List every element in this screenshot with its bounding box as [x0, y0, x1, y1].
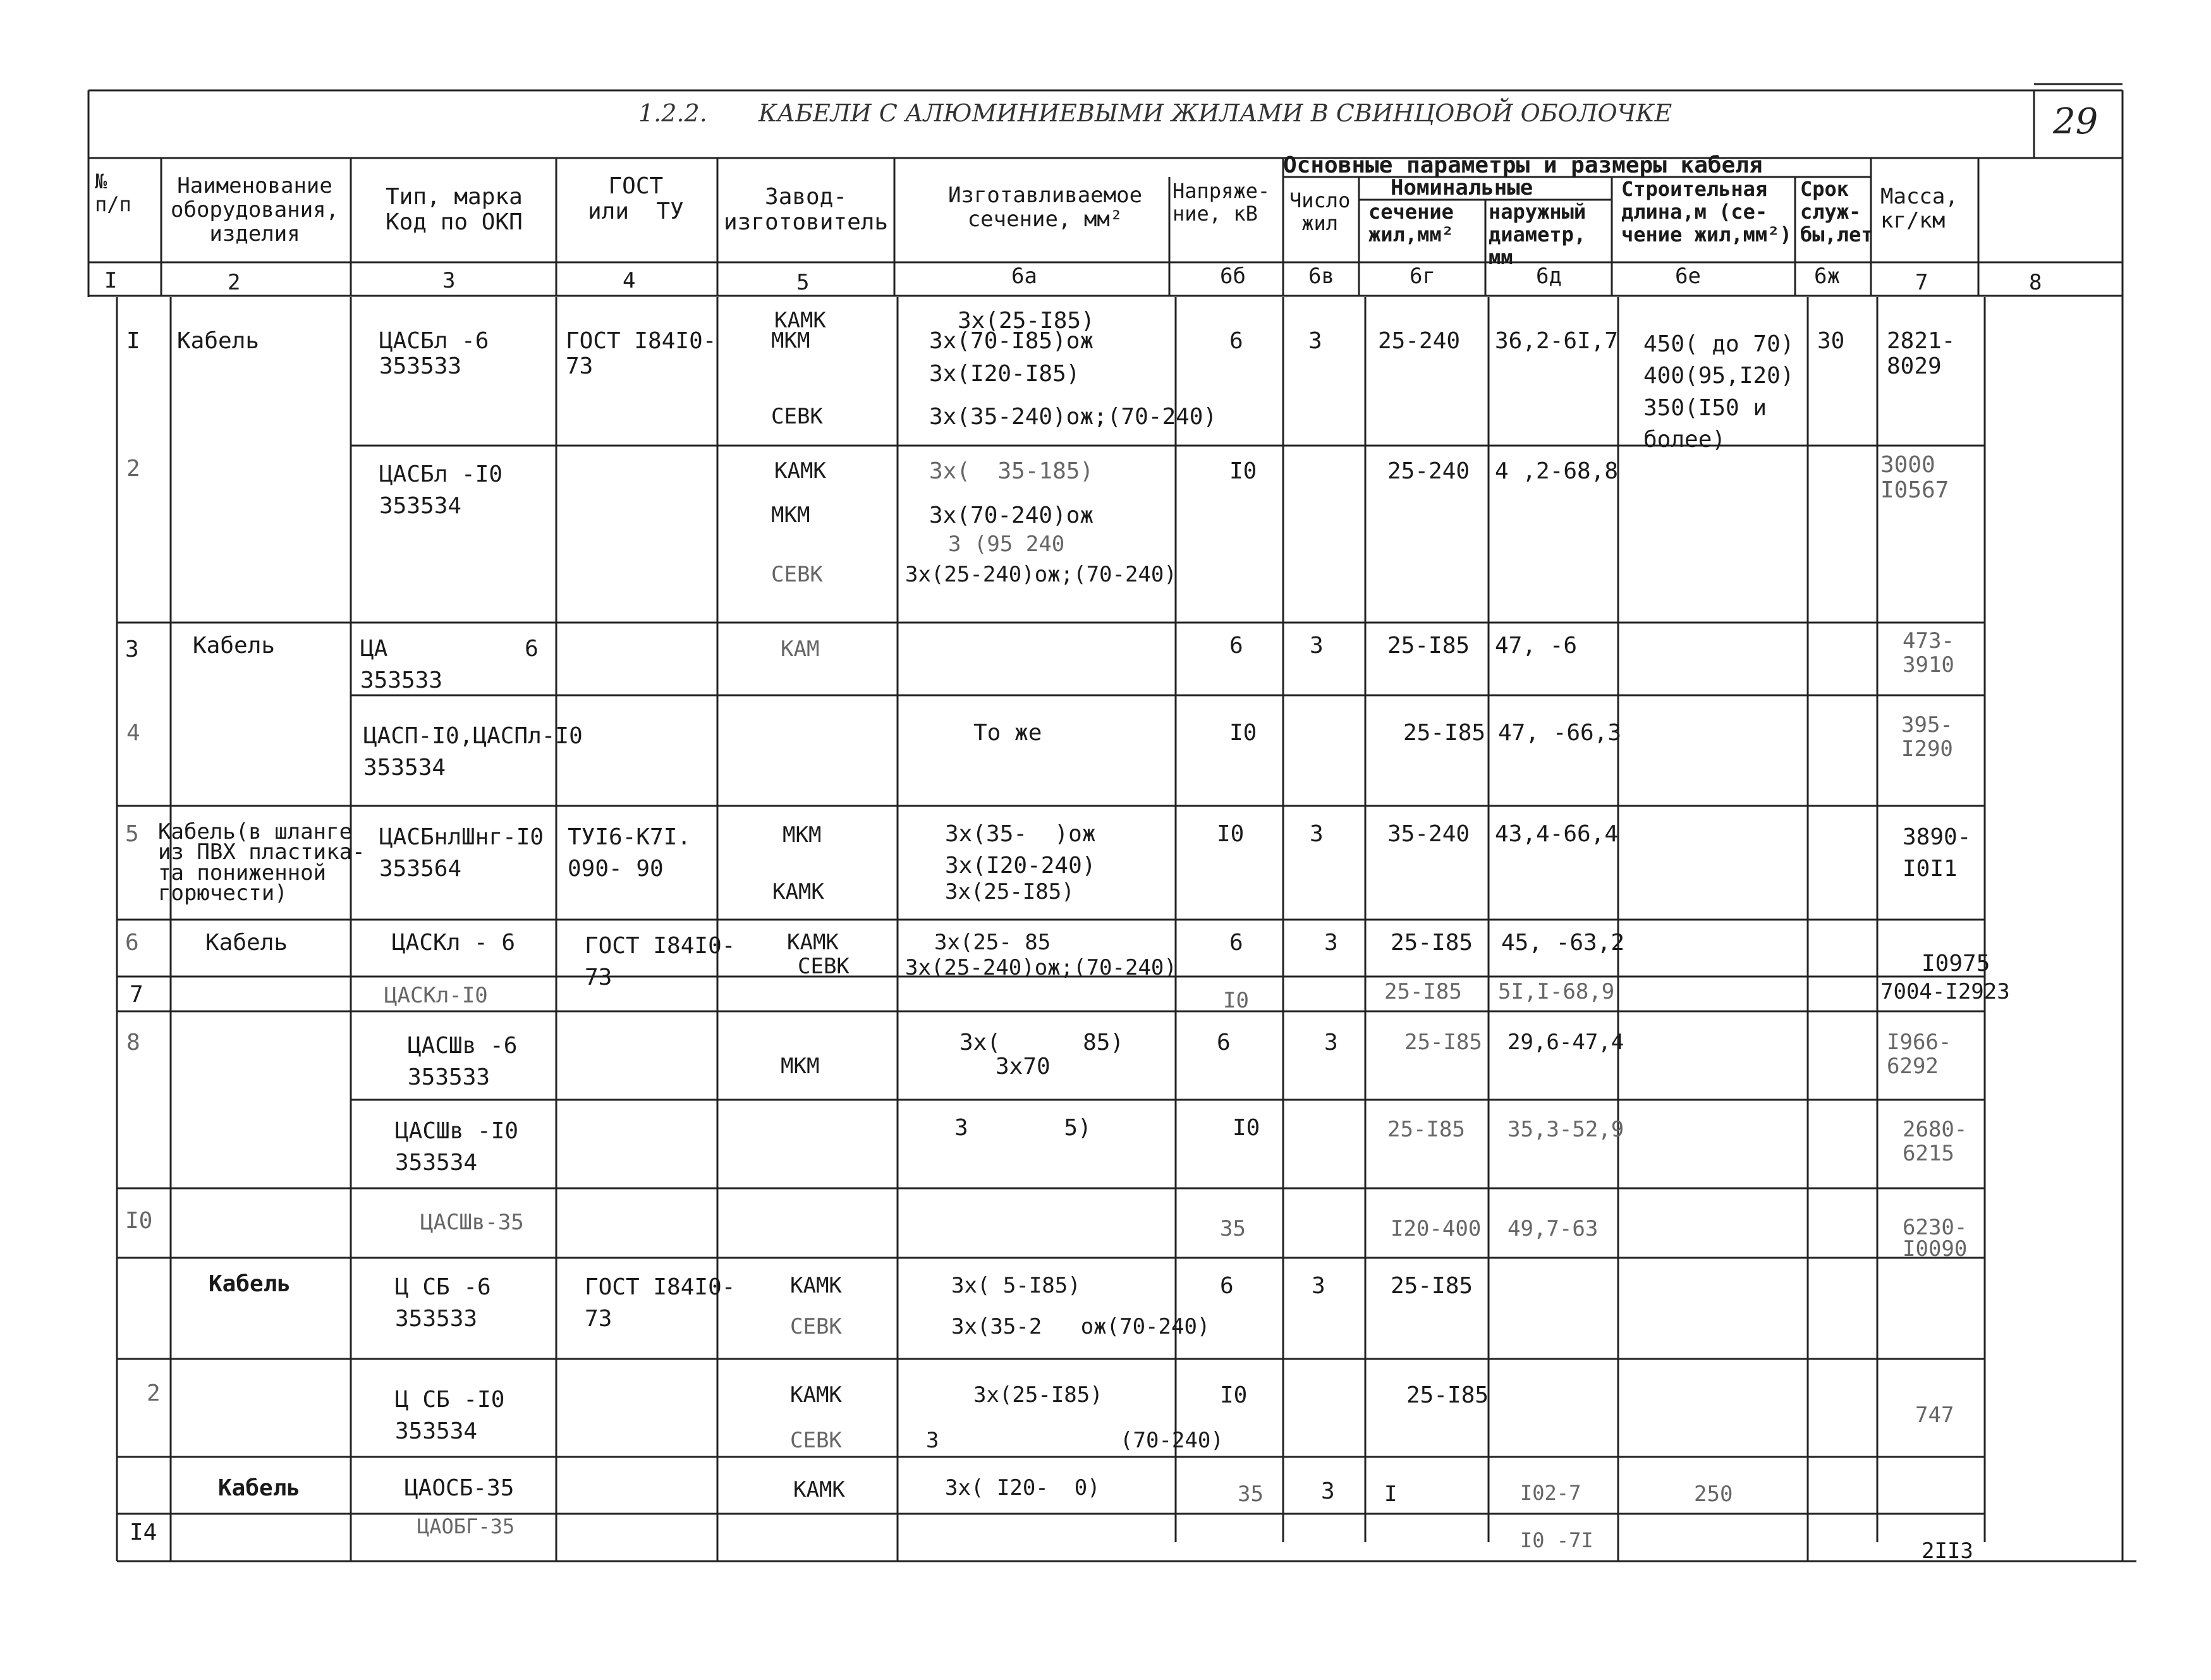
row-nom: I20-400	[1391, 1216, 1482, 1241]
row-maker: КАМК	[793, 1477, 845, 1502]
page-number: 29	[2053, 101, 2098, 142]
row-mass: 7004-I2923	[1880, 979, 2010, 1004]
row-section: 3х(35- )ож	[945, 821, 1096, 847]
header-nominal-group: Номинальные	[1391, 175, 1533, 200]
row-nom: 25-I85	[1403, 720, 1486, 746]
row-diam: 29,6-47,4	[1508, 1030, 1624, 1055]
row-type: ЦАОСБ-35	[405, 1475, 515, 1501]
section-number: 1.2.2.	[638, 99, 707, 127]
row-gost: ТУI6-К7I. 090- 90	[568, 824, 691, 882]
row-cores: 3	[1324, 930, 1338, 956]
row-no: I4	[130, 1519, 157, 1545]
row-section: 3х(25-240)ож;(70-240)	[905, 562, 1177, 587]
row-maker: СЕВК	[771, 562, 823, 587]
row-mass: 2821- 8029	[1887, 328, 1956, 380]
row-no: 3	[125, 636, 139, 662]
row-nom: 25-I85	[1387, 1117, 1465, 1142]
colnum: 6г	[1410, 264, 1435, 289]
row-cores: 3	[1312, 1273, 1325, 1299]
row-nom: 25-I85	[1384, 979, 1462, 1004]
row-maker: СЕВК	[790, 1314, 842, 1339]
row-diam: 47, -6	[1495, 633, 1578, 659]
row-name: Кабель(в шланге из ПВХ пластика- та пониженной горючести)	[158, 819, 365, 906]
row-section: 3х( I20- 0)	[945, 1475, 1100, 1500]
row-maker: КАМК	[772, 879, 824, 904]
row-gost: ГОСТ I84I0- 73	[566, 328, 717, 380]
row-length: 450( до 70) 400(95,I20) 350(I50 и более)	[1643, 331, 1794, 453]
row-type: ЦАСП-I0,ЦАСПл-I0 353534	[363, 723, 583, 781]
header-gost: ГОСТ или ТУ	[588, 173, 684, 225]
row-mass: I0975	[1922, 951, 1990, 977]
row-life: 30	[1817, 328, 1845, 354]
row-type: ЦАСБнлШнг-I0 353564	[379, 824, 544, 882]
colnum: 6е	[1675, 264, 1701, 289]
row-nom: 25-240	[1378, 328, 1461, 354]
row-section: 3х(35-2 ож(70-240)	[951, 1314, 1210, 1339]
row-cores: 3	[1321, 1478, 1335, 1504]
row-name: Кабель	[177, 328, 260, 354]
row-section: 3х(25-I85)	[958, 308, 1095, 334]
header-name: Наименование оборудования, изделия	[171, 173, 339, 247]
row-diam: 36,2-6I,7	[1495, 328, 1619, 354]
row-name: Кабель	[205, 930, 288, 956]
row-section: 3х(25-240)ож;(70-240)	[905, 955, 1177, 980]
row-voltage: 35	[1220, 1216, 1246, 1241]
page-title: КАБЕЛИ С АЛЮМИНИЕВЫМИ ЖИЛАМИ В СВИНЦОВОЙ ОБОЛОЧКЕ	[758, 99, 1672, 127]
row-maker: КАМК	[787, 930, 839, 955]
row-voltage: I0	[1220, 1382, 1248, 1408]
row-maker: КАМК	[774, 458, 826, 484]
header-build-length: Строительная длина,м (се- чение жил,мм²)	[1621, 177, 1792, 247]
row-no: 4	[126, 720, 140, 746]
row-section: То же	[973, 720, 1042, 746]
header-mass: Масса, кг/км	[1880, 184, 1958, 234]
row-maker: КАМК	[790, 1273, 842, 1298]
row-type: ЦАСКл-I0	[384, 983, 488, 1008]
row-section: 3 5)	[954, 1115, 1092, 1141]
row-section: 3х(35-240)ож;(70-240)	[929, 404, 1217, 430]
row-mass: 2680- 6215	[1903, 1117, 1968, 1167]
row-maker: МКМ	[783, 822, 822, 848]
row-section: 3х(25-I85)	[973, 1382, 1103, 1408]
row-no: 6	[125, 930, 139, 956]
row-type: ЦА 6 353533	[360, 636, 539, 694]
row-no: 2	[126, 456, 140, 482]
colnum: 3	[442, 268, 456, 293]
row-type: ЦАСБл -6 353533	[379, 328, 489, 380]
row-voltage: 6	[1229, 930, 1243, 956]
row-no: I0	[125, 1208, 153, 1234]
row-mass: 2II3	[1922, 1538, 1973, 1564]
colnum: 7	[1915, 270, 1928, 295]
row-voltage: 6	[1220, 1273, 1234, 1299]
colnum: 8	[2029, 270, 2042, 295]
row-section: 3х(25-I85)	[945, 879, 1075, 904]
row-type: ЦАСШв-35	[420, 1210, 524, 1235]
row-gost: ГОСТ I84I0- 73	[585, 933, 736, 991]
row-maker: МКМ	[771, 502, 810, 528]
row-section: 3х(25- 85	[934, 930, 1051, 955]
colnum: 6б	[1220, 264, 1246, 289]
row-nom: 25-I85	[1404, 1030, 1482, 1055]
row-no: 7	[130, 982, 143, 1007]
row-type: ЦАОБГ-35	[417, 1514, 515, 1538]
row-no: 8	[126, 1030, 140, 1056]
header-no: № п/п	[95, 169, 131, 216]
row-section: 3х( 35-185)	[929, 458, 1094, 484]
row-diam: 43,4-66,4	[1495, 821, 1619, 847]
row-nom: 35-240	[1387, 821, 1470, 847]
row-section: 3х( 5-I85)	[951, 1273, 1081, 1298]
row-voltage: 35	[1238, 1482, 1264, 1507]
row-diam: 47, -66,3	[1498, 720, 1622, 746]
row-maker: СЕВК	[771, 404, 823, 429]
row-section: 3х( 85)	[959, 1030, 1124, 1056]
row-type: ЦАСБл -I0 353534	[379, 461, 503, 520]
row-no: 5	[125, 821, 139, 847]
row-mass: 3000 I0567	[1880, 452, 1949, 504]
row-mass: 747	[1915, 1403, 1954, 1428]
row-section: 3х(I20-240)	[945, 853, 1096, 879]
row-cores: 3	[1310, 821, 1324, 847]
row-diam: 49,7-63	[1508, 1216, 1599, 1241]
row-voltage: 6	[1217, 1030, 1231, 1056]
row-section: 3х(70-I85)ож	[929, 328, 1094, 354]
row-no: I	[126, 328, 140, 354]
header-params-group: Основные параметры и размеры кабеля	[1283, 152, 1763, 178]
row-length: 250	[1694, 1482, 1733, 1507]
row-maker: МКМ	[771, 328, 810, 353]
colnum: 6ж	[1814, 264, 1840, 289]
row-maker: КАМК	[790, 1382, 842, 1408]
row-section: 3 (95 240	[948, 532, 1065, 557]
row-cores: 3	[1310, 633, 1324, 659]
row-type: ЦАСШв -I0 353534	[395, 1118, 519, 1176]
row-voltage: 6	[1229, 328, 1243, 354]
row-maker: КАМ	[781, 636, 820, 662]
colnum: 5	[796, 270, 810, 295]
row-nom: I	[1384, 1482, 1398, 1507]
row-maker: СЕВК	[790, 1428, 842, 1453]
row-mass: 395- I290	[1901, 712, 1953, 762]
header-type: Тип, марка Код по ОКП	[386, 184, 523, 236]
header-cores: Число жил	[1289, 188, 1351, 235]
row-voltage: 6	[1229, 633, 1243, 659]
header-outer-diam: наружный диаметр, мм	[1489, 200, 1587, 269]
colnum: 6в	[1308, 264, 1334, 289]
colnum: 6д	[1536, 264, 1562, 289]
colnum: I	[104, 268, 118, 293]
row-mass: I966- 6292	[1887, 1030, 1952, 1080]
row-voltage: I0	[1223, 988, 1249, 1013]
row-maker: СЕВК	[798, 954, 850, 979]
row-cores: 3	[1308, 328, 1322, 354]
row-diam: 45, -63,2	[1501, 930, 1625, 956]
row-mass: 3890- I0I1	[1903, 824, 1971, 882]
row-section: 3х70	[996, 1054, 1051, 1080]
row-no: 2	[147, 1380, 161, 1406]
header-section: Изготавливаемое сечение, мм²	[948, 183, 1143, 233]
row-diam: I0 -7I	[1520, 1528, 1593, 1552]
row-nom: 25-240	[1387, 458, 1470, 484]
row-gost: ГОСТ I84I0- 73	[585, 1274, 736, 1332]
row-voltage: I0	[1217, 821, 1245, 847]
row-name: Кабель	[209, 1271, 291, 1297]
header-nom-section: сечение жил,мм²	[1368, 200, 1454, 247]
row-maker: КАМК	[774, 308, 826, 333]
row-maker: МКМ	[781, 1054, 820, 1079]
row-voltage: I0	[1233, 1115, 1260, 1141]
row-name: Кабель	[193, 633, 276, 659]
row-nom: 25-I85	[1391, 930, 1473, 956]
colnum: 2	[228, 270, 241, 295]
row-type: Ц СБ -6 353533	[395, 1274, 491, 1332]
header-maker: Завод- изготовитель	[724, 184, 889, 236]
row-voltage: I0	[1229, 458, 1257, 484]
colnum: 4	[623, 268, 636, 293]
row-nom: 25-I85	[1406, 1382, 1489, 1408]
row-diam: 35,3-52,9	[1508, 1117, 1624, 1142]
row-section: 3 (70-240)	[926, 1428, 1224, 1453]
colnum: 6а	[1011, 264, 1037, 289]
row-mass: 6230- I0090	[1903, 1215, 1968, 1262]
row-voltage: I0	[1229, 720, 1257, 746]
row-nom: 25-I85	[1391, 1273, 1473, 1299]
header-service-life: Срок служ- бы,лет	[1800, 177, 1873, 247]
row-diam: I02-7	[1520, 1481, 1581, 1505]
row-section: 3х(70-240)ож	[929, 502, 1094, 528]
row-diam: 5I,I-68,9	[1498, 979, 1615, 1004]
row-section: 3х(I20-I85)	[929, 361, 1080, 387]
row-type: ЦАСКл - 6	[392, 930, 516, 956]
row-name: Кабель	[218, 1475, 301, 1501]
row-type: ЦАСШв -6 353533	[408, 1033, 518, 1091]
header-voltage: Напряже- ние, кВ	[1172, 179, 1270, 226]
row-diam: 4 ,2-68,8	[1495, 458, 1619, 484]
row-mass: 473- 3910	[1903, 628, 1954, 678]
row-cores: 3	[1324, 1030, 1338, 1056]
row-type: Ц СБ -I0 353534	[395, 1387, 505, 1445]
row-nom: 25-I85	[1387, 633, 1470, 659]
